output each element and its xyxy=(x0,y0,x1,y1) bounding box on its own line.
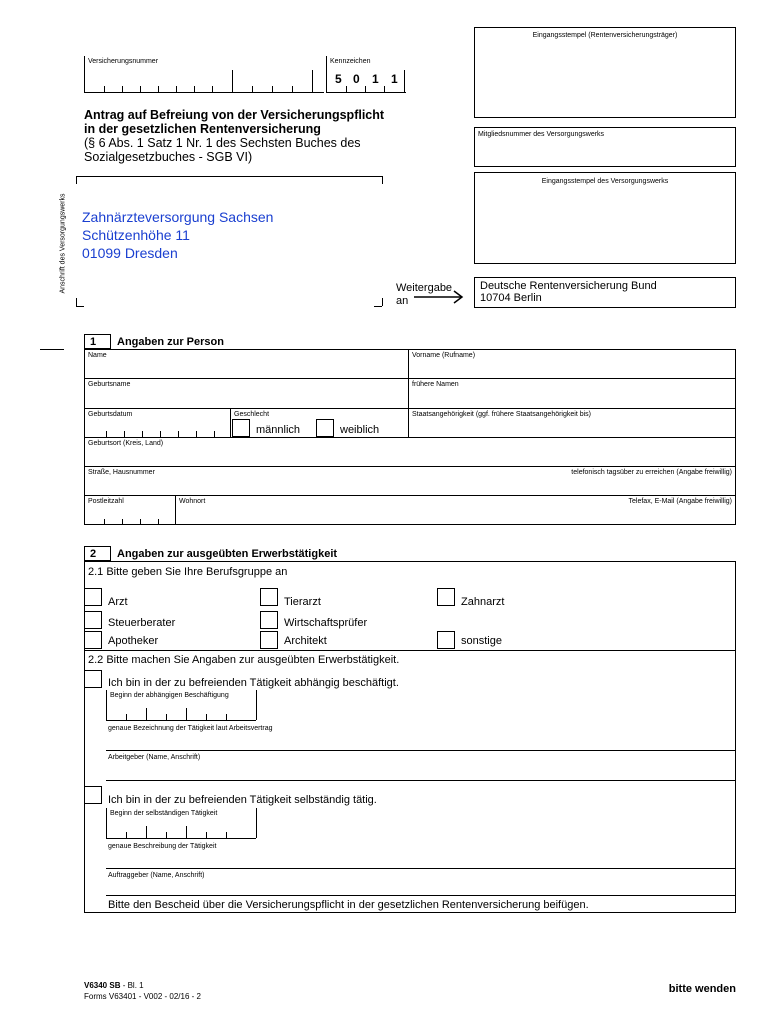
city-field[interactable] xyxy=(177,508,517,523)
section1-number: 1 xyxy=(90,336,97,348)
birth-date-field[interactable] xyxy=(86,421,228,436)
section2-title: Angaben zur ausgeübten Erwerbstätigkeit xyxy=(117,548,338,560)
gender-label: Geschlecht xyxy=(234,411,270,418)
former-names-field[interactable] xyxy=(410,391,734,406)
code-digit-1: 5 xyxy=(335,72,342,86)
architekt-checkbox[interactable] xyxy=(260,631,278,649)
employer-label: Arbeitgeber (Name, Anschrift) xyxy=(108,754,201,761)
zahnarzt-checkbox[interactable] xyxy=(437,588,455,606)
wirtschaftspruefer-checkbox[interactable] xyxy=(260,611,278,629)
code-digit-4: 1 xyxy=(391,72,398,86)
address-side-label: Anschrift des Versorgungswerks xyxy=(59,193,67,294)
sonstige-checkbox[interactable] xyxy=(437,631,455,649)
employed-title-field[interactable] xyxy=(106,735,734,749)
forward-label: Weitergabe an xyxy=(396,282,453,307)
zahnarzt-label: Zahnarzt xyxy=(461,596,505,608)
self-employed-label: Ich bin in der zu befreienden Tätigkeit selbständig tätig. xyxy=(108,794,377,806)
wirtschaftspruefer-label: Wirtschaftsprüfer xyxy=(284,617,368,629)
code-label: Kennzeichen xyxy=(330,58,371,65)
first-name-label: Vorname (Rufname) xyxy=(412,352,476,359)
section2-number-box xyxy=(84,546,111,561)
stamp-fund-box xyxy=(474,172,736,264)
name-label: Name xyxy=(88,352,107,359)
birth-name-label: Geburtsname xyxy=(88,381,131,388)
tierarzt-checkbox[interactable] xyxy=(260,588,278,606)
page-title: Antrag auf Befreiung von der Versicherungspflicht in der gesetzlichen Rentenversicherung xyxy=(84,108,385,136)
self-employed-checkbox[interactable] xyxy=(84,786,102,804)
steuerberater-label: Steuerberater xyxy=(108,617,176,629)
turn-page-note: bitte wenden xyxy=(668,983,736,995)
section2-number: 2 xyxy=(90,548,97,560)
stamp-insurer-box xyxy=(474,27,736,118)
self-start-label: Beginn der selbständigen Tätigkeit xyxy=(110,810,218,817)
member-number-label: Mitgliedsnummer des Versorgungswerks xyxy=(478,131,605,138)
employed-start-label: Beginn der abhängigen Beschäftigung xyxy=(110,692,229,699)
male-checkbox[interactable] xyxy=(232,419,250,437)
code-digit-2: 0 xyxy=(353,72,360,86)
street-label: Straße, Hausnummer xyxy=(88,469,155,476)
phone-label: telefonisch tagsüber zu erreichen (Angabe freiwillig) xyxy=(571,469,732,476)
male-label: männlich xyxy=(256,424,301,436)
recipient-address: Deutsche Rentenversicherung Bund 10704 Berlin xyxy=(480,280,657,304)
section1-number-box xyxy=(84,334,111,349)
former-names-label: frühere Namen xyxy=(412,381,459,388)
first-name-field[interactable] xyxy=(410,362,734,377)
insurance-number-field[interactable] xyxy=(84,70,324,92)
birth-place-label: Geburtsort (Kreis, Land) xyxy=(88,440,164,447)
stamp-insurer-label: Eingangsstempel (Rentenversicherungsträger) xyxy=(532,32,678,39)
sonstige-label: sonstige xyxy=(461,635,502,647)
q22-label: 2.2 Bitte machen Sie Angaben zur ausgeübten Erwerbstätigkeit. xyxy=(88,654,400,666)
nationality-label: Staatsangehörigkeit (ggf. frühere Staatsangehörigkeit bis) xyxy=(412,411,591,418)
apotheker-label: Apotheker xyxy=(108,635,159,647)
female-label: weiblich xyxy=(340,424,380,436)
arrow-right-icon xyxy=(414,290,466,304)
fax-label: Telefax, E-Mail (Angabe freiwillig) xyxy=(628,498,732,505)
insurance-number-label: Versicherungsnummer xyxy=(88,58,159,65)
postcode-label: Postleitzahl xyxy=(88,498,124,505)
employed-title-label: genaue Bezeichnung der Tätigkeit laut Arbeitsvertrag xyxy=(108,725,273,732)
postcode-field[interactable] xyxy=(86,508,174,523)
employed-checkbox[interactable] xyxy=(84,670,102,688)
birth-date-label: Geburtsdatum xyxy=(88,411,133,418)
architekt-label: Architekt xyxy=(284,635,327,647)
client-field[interactable] xyxy=(106,882,734,894)
employed-start-field[interactable] xyxy=(107,702,255,719)
self-desc-label: genaue Beschreibung der Tätigkeit xyxy=(108,843,217,850)
self-desc-field[interactable] xyxy=(106,853,734,867)
nationality-field[interactable] xyxy=(410,421,734,436)
section1-title: Angaben zur Person xyxy=(117,336,224,348)
birth-place-field[interactable] xyxy=(86,450,734,465)
address-block: Zahnärzteversorgung Sachsen Schützenhöhe 11 01099 Dresden xyxy=(82,209,274,261)
tierarzt-label: Tierarzt xyxy=(284,596,321,608)
attach-note: Bitte den Bescheid über die Versicherungspflicht in der gesetzlichen Rentenversicherung beifügen. xyxy=(108,899,589,911)
self-start-field[interactable] xyxy=(107,820,255,837)
q21-label: 2.1 Bitte geben Sie Ihre Berufsgruppe an xyxy=(88,566,288,578)
stamp-fund-label: Eingangsstempel des Versorgungswerks xyxy=(541,178,669,185)
form-code: V6340 SB - Bl. 1 xyxy=(84,981,144,990)
legal-reference: (§ 6 Abs. 1 Satz 1 Nr. 1 des Sechsten Buches des Sozialgesetzbuches - SGB VI) xyxy=(84,136,361,164)
name-field[interactable] xyxy=(86,362,406,377)
code-digit-3: 1 xyxy=(372,72,379,86)
birth-name-field[interactable] xyxy=(86,391,406,406)
arzt-checkbox[interactable] xyxy=(84,588,102,606)
city-label: Wohnort xyxy=(179,498,206,505)
apotheker-checkbox[interactable] xyxy=(84,631,102,649)
female-checkbox[interactable] xyxy=(316,419,334,437)
employer-field[interactable] xyxy=(106,764,734,779)
form-version: Forms V63401 - V002 - 02/16 - 2 xyxy=(84,992,201,1001)
arzt-label: Arzt xyxy=(108,596,128,608)
client-label: Auftraggeber (Name, Anschrift) xyxy=(108,872,205,879)
steuerberater-checkbox[interactable] xyxy=(84,611,102,629)
street-field[interactable] xyxy=(86,479,526,494)
employed-label: Ich bin in der zu befreienden Tätigkeit abhängig beschäftigt. xyxy=(108,677,399,689)
